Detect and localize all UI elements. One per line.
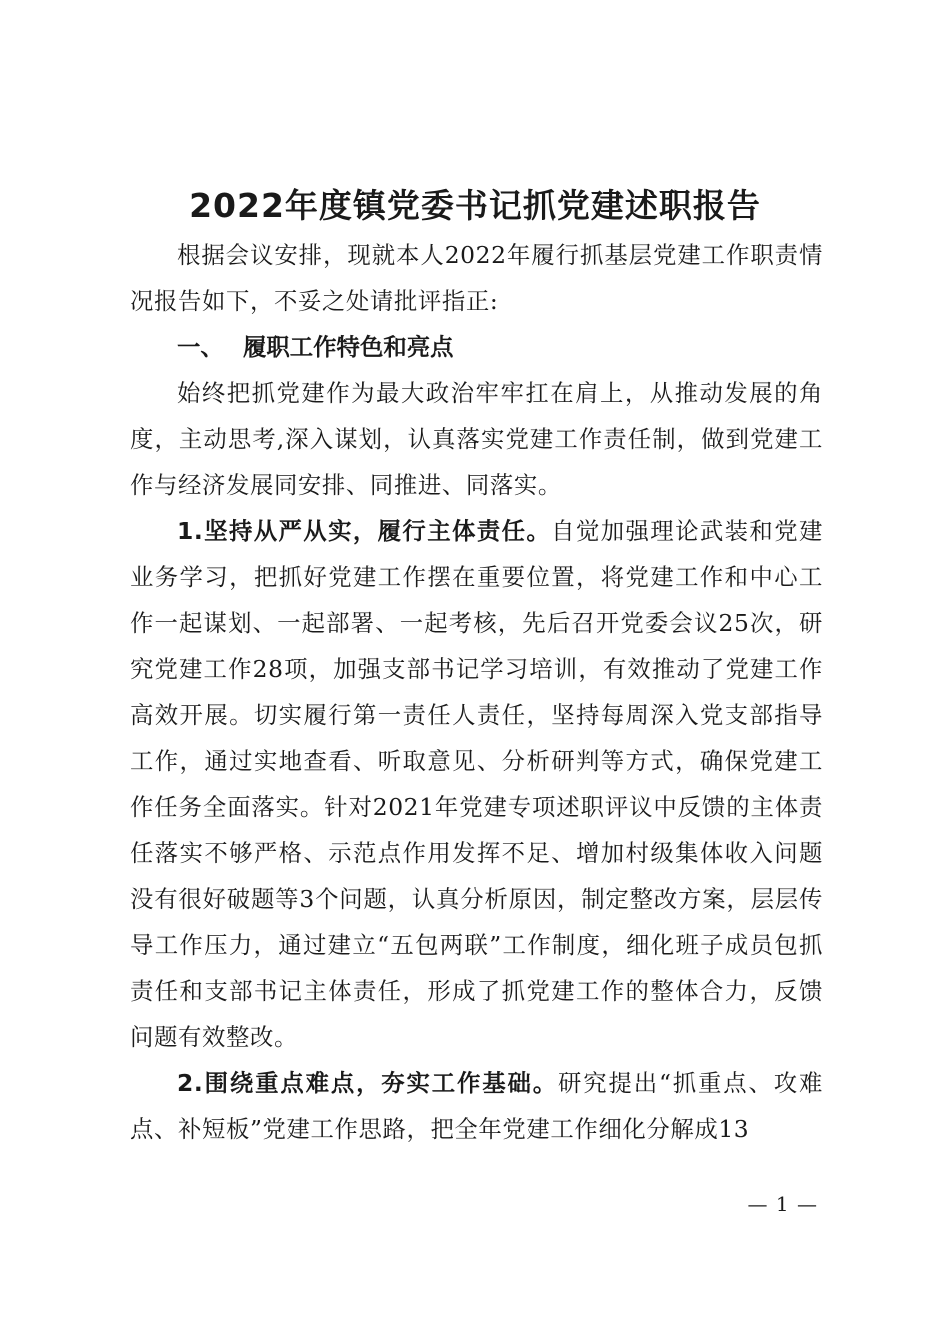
document-title: 2022年度镇党委书记抓党建述职报告: [189, 186, 761, 225]
item-text-2: 研究提出“抓重点、攻难点、补短板”党建工作思路，把全年党建工作细化分解成13: [130, 1069, 823, 1143]
item-lead-2: 2.围绕重点难点，夯实工作基础。: [177, 1069, 559, 1097]
document-body: [130, 232, 823, 1152]
item-lead-1: 1.坚持从严从实，履行主体责任。: [177, 517, 552, 545]
page-number: — 1 —: [747, 1192, 818, 1216]
item-text-1: 自觉加强理论武装和党建业务学习，把抓好党建工作摆在重要位置，将党建工作和中心工作一起谋划、一起部署、一起考核，先后召开党委会议25次，研究党建工作28项，加强支部书记学习培训，有效推动了党建工作高效开展。切实履行第一责任人责任，坚持每周深入党支部指导工作，通过实地查看、听取意见、分析研判等方式，确保党建工作任务全面落实。针对2021年党建专项述职评议中反馈的主体责任落实不够严格、示范点作用发挥不足、增加村级集体收入问题没有很好破题等3个问题，认真分析原因，制定整改方案，层层传导工作压力，通过建立“五包两联”工作制度，细化班子成员包抓责任和支部书记主体责任，形成了抓党建工作的整体合力，反馈问题有效整改。: [130, 517, 823, 1051]
section-number: 一、: [177, 333, 224, 361]
section-title: 履职工作特色和亮点: [243, 333, 454, 361]
item-paragraph-1: [130, 508, 823, 1060]
intro-paragraph: 根据会议安排，现就本人2022年履行抓基层党建工作职责情况报告如下，不妥之处请批评指正:: [130, 241, 823, 315]
section-summary: 始终把抓党建作为最大政治牢牢扛在肩上，从推动发展的角度，主动思考,深入谋划，认真落实党建工作责任制，做到党建工作与经济发展同安排、同推进、同落实。: [130, 379, 823, 499]
item-paragraph-2: [130, 1060, 823, 1152]
section-heading: [130, 324, 823, 370]
